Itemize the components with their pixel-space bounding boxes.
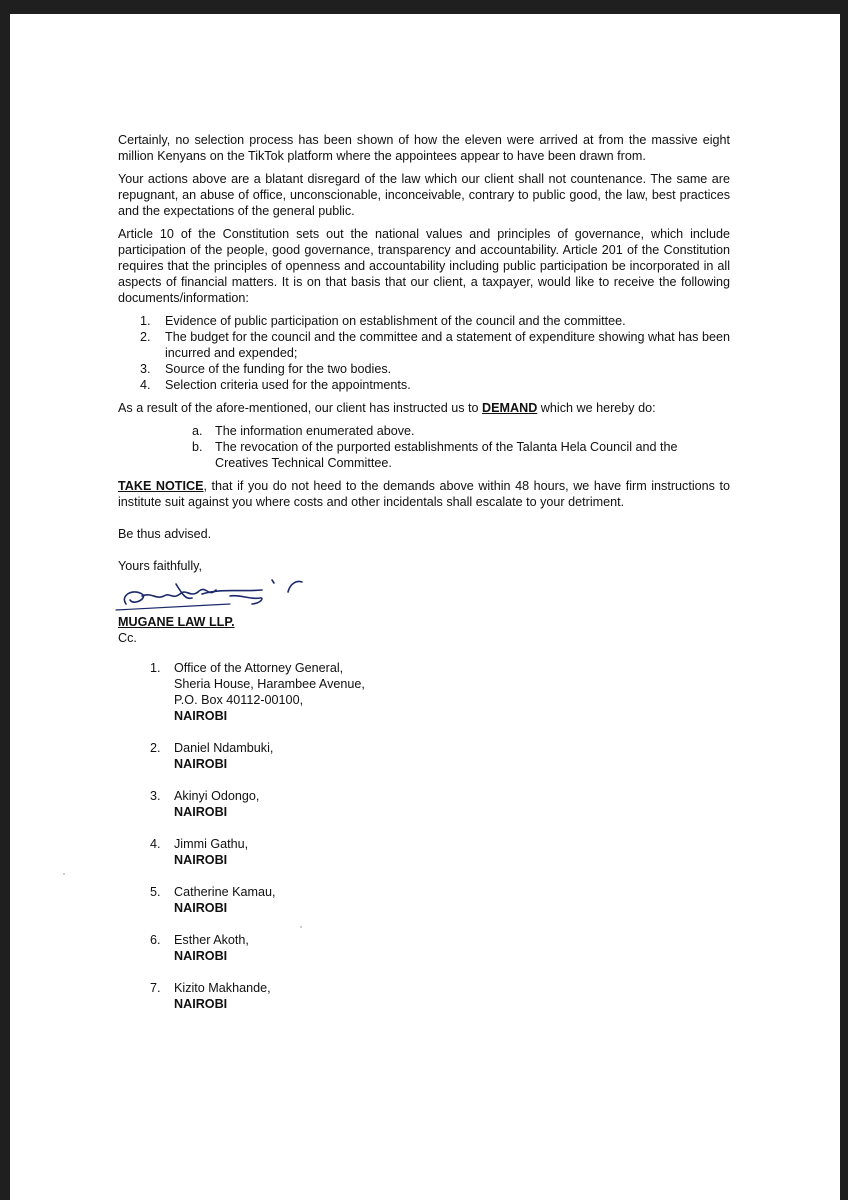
list-item-text: The budget for the council and the committee and a statement of expenditure showing what has been incurred and expended; <box>165 330 730 360</box>
cc-address-line: Office of the Attorney General, <box>174 661 344 675</box>
cc-recipient <box>118 932 730 964</box>
signature-scribble <box>112 570 312 618</box>
list-number: 3. <box>140 362 151 376</box>
take-notice-emphasis: TAKE NOTICE <box>118 479 204 493</box>
list-number: 4. <box>140 378 151 392</box>
demand-intro <box>118 400 730 416</box>
requests-list <box>118 313 730 393</box>
cc-number: 1. <box>150 661 161 675</box>
cc-number: 3. <box>150 789 161 803</box>
scan-edge-left <box>0 0 10 1200</box>
cc-name: Jimmi Gathu, <box>174 837 249 851</box>
cc-name: Daniel Ndambuki, <box>174 741 274 755</box>
demand-intro-tail: which we hereby do: <box>537 401 656 415</box>
paragraph-constitution: Article 10 of the Constitution sets out the national values and principles of governance, which include participation of the people, good governance, transparency and accountability. Article 201 of the Constitution requires that the principles of openness and accountability including public participation be incorporated in all aspects of financial matters. It is on that basis that our client, a taxpayer, would like to receive the following documents/information: <box>118 227 730 305</box>
cc-city: NAIROBI <box>174 949 228 963</box>
demands-list <box>118 423 730 471</box>
list-number: 1. <box>140 314 151 328</box>
paragraph-actions: Your actions above are a blatant disregard of the law which our client shall not countenance. The same are repugnant, an abuse of office, unconscionable, inconceivable, contrary to public good, the law, best practices and the expectations of the general public. <box>118 172 730 218</box>
demand-intro-text: As a result of the afore-mentioned, our client has instructed us to <box>118 401 483 415</box>
cc-name: Catherine Kamau, <box>174 885 276 899</box>
letter-body <box>118 132 730 1028</box>
signature <box>118 576 730 614</box>
cc-number: 6. <box>150 933 161 947</box>
list-letter: a. <box>192 424 203 438</box>
list-item <box>118 377 730 393</box>
list-letter: b. <box>192 440 203 454</box>
closing-line: Yours faithfully, <box>118 559 203 573</box>
cc-number: 2. <box>150 741 161 755</box>
list-item <box>118 423 730 439</box>
paragraph-selection-process: Certainly, no selection process has been shown of how the eleven were arrived at from the massive eight million Kenyans on the TikTok platform where the appointees appear to have been drawn from. <box>118 133 730 163</box>
cc-recipient <box>118 788 730 820</box>
cc-recipient <box>118 836 730 868</box>
cc-label: Cc. <box>118 631 137 645</box>
cc-city: NAIROBI <box>174 805 228 819</box>
cc-number: 4. <box>150 837 161 851</box>
list-item-text: The revocation of the purported establishments of the Talanta Hela Council and the Creatives Technical Committee. <box>215 440 678 470</box>
demand-emphasis: DEMAND <box>482 401 538 415</box>
scan-edge-right <box>840 0 848 1200</box>
advised-line: Be thus advised. <box>118 527 212 541</box>
cc-recipient <box>118 884 730 916</box>
firm-name: MUGANE LAW LLP. <box>118 615 235 629</box>
cc-city: NAIROBI <box>174 757 228 771</box>
list-item <box>118 439 730 471</box>
take-notice-paragraph <box>118 478 730 510</box>
list-number: 2. <box>140 330 151 344</box>
list-item <box>118 313 730 329</box>
take-notice-text: , that if you do not heed to the demands above within 48 hours, we have firm instructions to institute suit against you where costs and other incidentals shall escalate to your detriment. <box>118 479 730 509</box>
cc-recipient <box>118 660 730 724</box>
cc-recipient <box>118 980 730 1012</box>
cc-city: NAIROBI <box>174 709 228 723</box>
cc-name: Esther Akoth, <box>174 933 249 947</box>
list-item-text: Selection criteria used for the appointments. <box>165 378 411 392</box>
cc-number: 7. <box>150 981 161 995</box>
cc-address-line: P.O. Box 40112-00100, <box>174 693 304 707</box>
cc-name: Akinyi Odongo, <box>174 789 260 803</box>
cc-city: NAIROBI <box>174 853 228 867</box>
cc-city: NAIROBI <box>174 901 228 915</box>
scan-speck <box>63 873 65 875</box>
cc-address-line: Sheria House, Harambee Avenue, <box>174 677 365 691</box>
cc-name: Kizito Makhande, <box>174 981 271 995</box>
list-item <box>118 361 730 377</box>
cc-number: 5. <box>150 885 161 899</box>
cc-city: NAIROBI <box>174 997 228 1011</box>
list-item-text: The information enumerated above. <box>215 424 415 438</box>
cc-recipient <box>118 740 730 772</box>
list-item <box>118 329 730 361</box>
list-item-text: Source of the funding for the two bodies. <box>165 362 392 376</box>
scan-edge-top <box>0 0 848 14</box>
list-item-text: Evidence of public participation on establishment of the council and the committee. <box>165 314 626 328</box>
cc-list <box>118 660 730 1012</box>
